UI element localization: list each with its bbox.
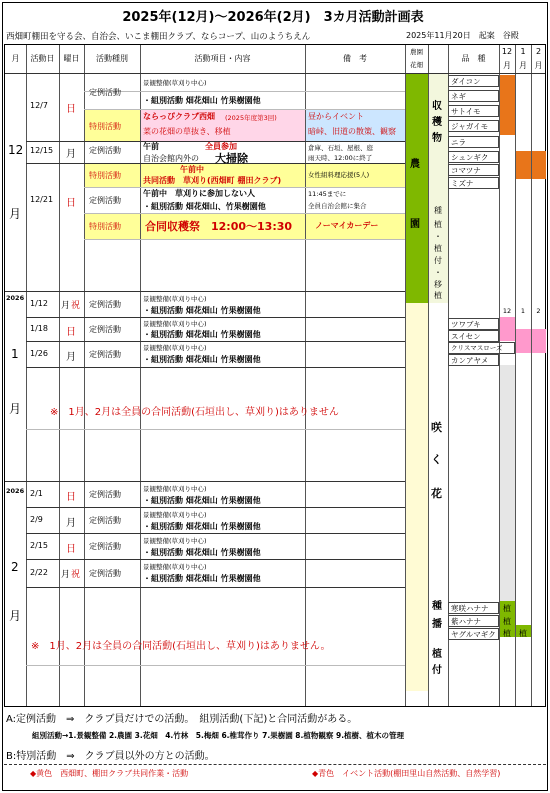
feb15-type: 定例活動 (89, 542, 121, 551)
jan26-weekday: 月 (66, 352, 76, 363)
feb15-weekday: 日 (66, 544, 76, 555)
dec21-n4: 全員自治会館に集合 (308, 202, 367, 210)
draft-date: 2025年11月20日 起案 谷殿 (406, 31, 519, 40)
feb9-c2: ・組別活動 畑花畑山 竹果樹園他 (143, 522, 261, 531)
jan-month-suffix: 月 (9, 402, 22, 416)
jan12-weekday: 月 (61, 301, 71, 311)
feb22-type: 定例活動 (89, 569, 121, 578)
dec21-c3: 午前中 草刈りに参加しない人 (143, 189, 255, 198)
feb22-day: 2/22 (30, 568, 48, 577)
seed-mark: 植 (519, 629, 527, 638)
dec7-type1: 定例活動 (89, 88, 121, 97)
dec21-c1: 午前中 (180, 165, 204, 174)
feb1-type: 定例活動 (89, 490, 121, 499)
plant-label-7: 移 (434, 280, 442, 289)
plant-label-5: 付 (434, 256, 442, 265)
crop-dec-bar (499, 75, 515, 135)
legend-blue: ◆青色 イベント活動(棚田里山自然活動、自然学習) (312, 769, 501, 778)
crop-item: サトイモ (448, 105, 499, 117)
plant-label-8: 植 (434, 291, 442, 300)
crop-feb-bar (531, 151, 546, 179)
harvest-label-1: 収 (432, 101, 442, 112)
flower-item: スイセン (448, 330, 499, 342)
jan18-type: 定例活動 (89, 325, 121, 334)
feb15-day: 2/15 (30, 541, 48, 550)
footer-definition-b: B:特別活動 ⇒ クラブ員以外の方との活動。 (6, 751, 215, 762)
dec15-n2: 雨天時、12:00に終了 (308, 154, 373, 162)
plant-label-1: 種 (434, 206, 442, 215)
dec7-c2: ・組別活動 畑花畑山 竹果樹園他 (143, 96, 261, 105)
dec15-n1: 倉庫、石垣、屋根、庭 (308, 144, 373, 152)
bloom-label-2: く (431, 453, 442, 466)
col-flower: 花畑 (410, 61, 423, 69)
jan-month-num: 1 (11, 347, 19, 361)
col-m12: 12 (501, 47, 513, 56)
harvest-label-2: 穫 (432, 117, 442, 128)
dec15-weekday: 月 (66, 149, 76, 160)
seed-item: 紫ハナナ (448, 615, 499, 627)
dec7-c1: 景観整備(草刈り中心) (143, 79, 207, 87)
feb-year: 2026 (6, 487, 25, 495)
jan-year: 2026 (6, 294, 25, 302)
col-m1: 1 (520, 47, 526, 56)
dec7-n1: 昼からイベント (308, 112, 364, 121)
col-m1-suffix: 月 (519, 61, 527, 70)
farm-label-2: 園 (410, 219, 420, 230)
feb1-weekday: 日 (66, 492, 76, 503)
footer-groups: 組別活動→1.景観整備 2.農園 3.花畑 4.竹林 5.梅畑 6.椎茸作り 7.果樹園 8.植物観察 9.植樹、植木の管理 (32, 731, 405, 740)
feb-month-suffix: 月 (9, 609, 22, 623)
feb15-c2: ・組別活動 畑花畑山 竹果樹園他 (143, 548, 261, 557)
farm-label-1: 農 (410, 159, 420, 170)
crop-item: シュンギク (448, 151, 499, 163)
jan12-day: 1/12 (30, 299, 48, 308)
jan26-c2: ・組別活動 畑花畑山 竹果樹園他 (143, 355, 261, 364)
dec-month-suffix: 月 (9, 207, 22, 221)
flower-dec-bar (499, 317, 515, 341)
seed-mark: 植 (503, 629, 511, 638)
crop-item: ニラ (448, 136, 499, 148)
dec21-type3: 特別活動 (89, 222, 121, 231)
dec15-c1b: 全員参加 (205, 142, 237, 151)
plant-label-4: 植 (434, 244, 442, 253)
jan12-holiday: 祝 (71, 301, 81, 311)
feb9-weekday: 月 (66, 518, 76, 529)
feb1-c2: ・組別活動 畑花畑山 竹果樹園他 (143, 496, 261, 505)
feb15-c1: 景観整備(草刈り中心) (143, 537, 207, 545)
jan-note: ※ 1月、2月は全員の合同活動(石垣出し、草刈り)はありません (50, 407, 339, 418)
bloom-label-3: 花 (431, 487, 442, 500)
crop-item: ネギ (448, 90, 499, 102)
dec7-type2: 特別活動 (89, 122, 121, 131)
dec7-c3s: (2025年度第3回) (225, 114, 277, 122)
seed-item: ヤグルマギク (448, 628, 499, 640)
col-note: 備 考 (343, 54, 367, 63)
feb1-day: 2/1 (30, 489, 43, 498)
plant-label-3: ・ (434, 232, 442, 241)
seed-mark: 植 (503, 604, 511, 613)
jan26-day: 1/26 (30, 349, 48, 358)
jan12-c1: 景観整備(草刈り中心) (143, 295, 207, 303)
feb-month-num: 2 (11, 560, 19, 574)
harvest-label-3: 物 (432, 133, 442, 144)
sow-label-1: 種 (432, 601, 442, 612)
jan18-c1: 景観整備(草刈り中心) (143, 320, 207, 328)
dec15-day: 12/15 (30, 146, 54, 155)
dec7-n2: 暗峠、旧道の散策、観察 (308, 127, 396, 136)
feb-note: ※ 1月、2月は全員の合同活動(石垣出し、草刈り)はありません。 (31, 641, 331, 652)
jan26-type: 定例活動 (89, 350, 121, 359)
jan18-day: 1/18 (30, 324, 48, 333)
page-title: 2025年(12月)～2026年(2月) 3カ月活動計画表 (122, 10, 424, 25)
crop-item: コマツナ (448, 164, 499, 176)
crop-item: ダイコン (448, 75, 499, 87)
dec15-c2: 自治会館内外の (143, 154, 199, 163)
col-farm: 農園 (410, 48, 423, 56)
dec21-n5: ノーマイカーデー (315, 221, 379, 230)
dec7-c3: ならっぴクラブ西畑 (143, 112, 215, 121)
jan12-type: 定例活動 (89, 300, 121, 309)
dec21-day: 12/21 (30, 195, 54, 204)
dec21-c4: ・組別活動 畑花畑山、竹果樹園他 (143, 202, 266, 211)
dec15-c2b: 大掃除 (215, 152, 248, 165)
sow-label-3: 植 (432, 649, 442, 660)
seed-item: 寒咲ハナナ (448, 602, 499, 614)
dec21-type1: 特別活動 (89, 171, 121, 180)
feb9-type: 定例活動 (89, 516, 121, 525)
col-content: 活動項目・内容 (194, 54, 251, 63)
dec21-weekday: 日 (66, 198, 76, 209)
flower-m1: 1 (520, 307, 526, 315)
organizations: 西畑町棚田を守る会、自治会、いこま棚田クラブ、ならコープ、山のようちえん (6, 32, 311, 42)
schedule-table (4, 44, 546, 707)
flower-grid-gray (499, 365, 515, 605)
sow-label-4: 付 (432, 665, 442, 676)
jan12-c2: ・組別活動 畑花畑山 竹果樹園他 (143, 306, 261, 315)
col-item: 品 種 (461, 54, 486, 63)
feb9-c1: 景観整備(草刈り中心) (143, 511, 207, 519)
seed-mark: 植 (503, 617, 511, 626)
flower-column (405, 303, 428, 691)
flower-item: カンアヤメ (448, 354, 499, 366)
jan18-c2: ・組別活動 畑花畑山 竹果樹園他 (143, 330, 261, 339)
col-m2: 2 (535, 47, 542, 56)
col-day: 活動日 (30, 54, 55, 63)
col-month: 月 (11, 54, 20, 63)
plant-label-6: ・ (434, 268, 442, 277)
crop-jan-bar (515, 151, 531, 179)
col-type: 活動種別 (96, 54, 128, 63)
dec15-type: 定例活動 (89, 146, 121, 155)
dec-month-num: 12 (8, 143, 24, 157)
dec15-c1: 午前 (143, 142, 159, 151)
feb22-holiday: 祝 (71, 570, 81, 580)
dec21-type2: 定例活動 (89, 196, 121, 205)
dec7-c4: 菜の花畑の草抜き、移植 (143, 127, 231, 136)
jan18-weekday: 日 (66, 327, 76, 338)
crop-item: ジャガイモ (448, 120, 499, 132)
feb22-weekday: 月 (61, 570, 71, 580)
col-m12-suffix: 月 (503, 61, 511, 70)
flower-m12: 12 (502, 307, 512, 315)
flower-m2: 2 (536, 307, 541, 315)
jan26-c1: 景観整備(草刈り中心) (143, 344, 207, 352)
legend-yellow: ◆黄色 西畑町、棚田クラブ共同作業・活動 (30, 769, 189, 778)
feb22-c2: ・組別活動 畑花畑山 竹果樹園他 (143, 574, 261, 583)
dec21-n3: 11:45までに (308, 190, 347, 198)
col-m2-suffix: 月 (534, 61, 543, 70)
feb1-c1: 景観整備(草刈り中心) (143, 485, 207, 493)
sow-label-2: 播 (432, 619, 442, 630)
flower-item: ツワブキ (448, 318, 499, 330)
feb22-c1: 景観整備(草刈り中心) (143, 563, 207, 571)
dec21-c5: 合同収穫祭 12:00～13:30 (145, 220, 293, 233)
plant-label-2: 植 (434, 220, 442, 229)
dec21-c2: 共同活動 草刈り(西畑町 棚田クラブ) (143, 176, 282, 185)
bloom-label-1: 咲 (431, 421, 442, 434)
dec7-day: 12/7 (30, 101, 48, 110)
dec21-n1: 女性組料理応援(5人) (308, 171, 370, 179)
col-weekday: 曜日 (63, 54, 80, 63)
flower-item: クリスマスローズ (448, 342, 515, 354)
feb9-day: 2/9 (30, 515, 43, 524)
crop-item: ミズナ (448, 177, 499, 189)
dec7-weekday: 日 (66, 104, 76, 115)
farm-column (405, 73, 428, 303)
footer-definition-a: A:定例活動 ⇒ クラブ員だけでの活動。 組別活動(下記)と合同活動がある。 (6, 714, 358, 725)
